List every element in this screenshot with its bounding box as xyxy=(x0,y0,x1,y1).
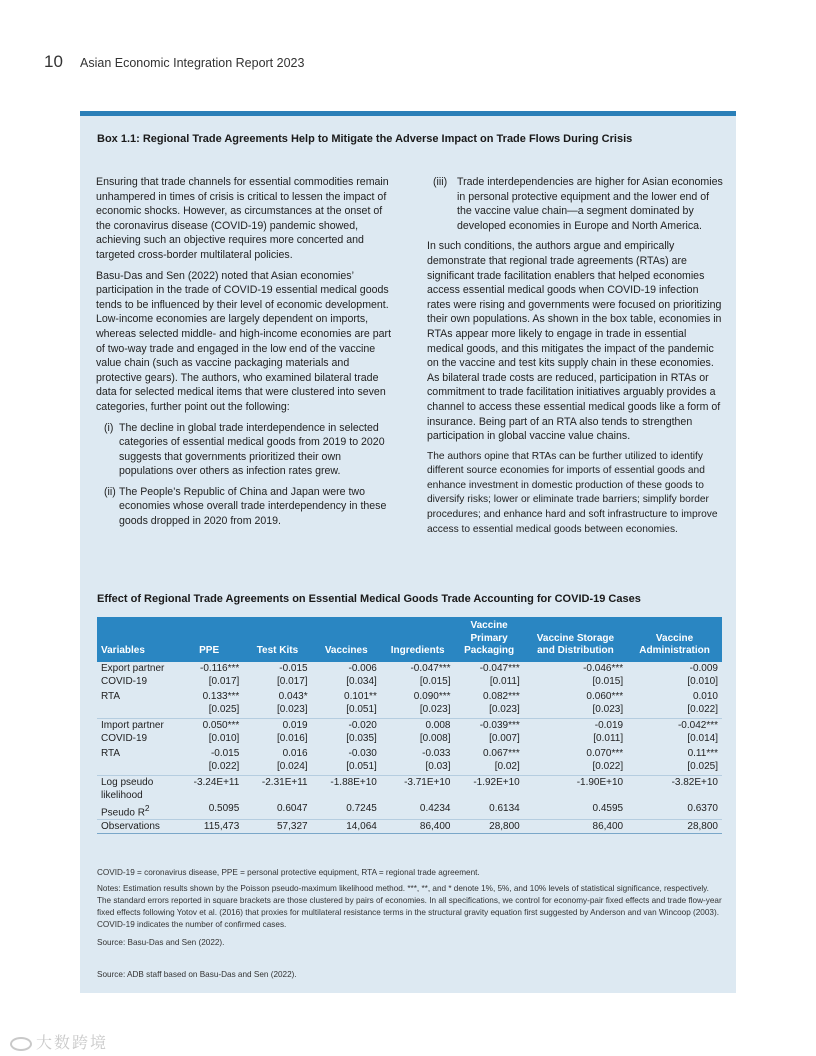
row-label: Export partner COVID-19 xyxy=(101,662,165,687)
table-cell: -0.046*** xyxy=(583,662,624,674)
table-cell: [0.015] xyxy=(592,675,624,687)
table-cell: 0.6370 xyxy=(687,802,718,814)
list-text: The People’s Republic of China and Japan were two economies whose overall trade interdependency in these goods dropped in 2020 from 2019. xyxy=(119,485,387,528)
table-cell: 0.050*** xyxy=(175,718,243,732)
table-cell: -3.24E+11 xyxy=(175,775,243,802)
table-cell: -0.047*** xyxy=(479,662,520,674)
table-cell: 86,400 xyxy=(524,819,627,833)
paragraph: In such conditions, the authors argue and empirically demonstrate that regional trade agreements (RTAs) are significant trade facilitation enablers that helped economies access essential medical goods when COVID-19 infection rates were rising and governments were focused on prioritizing their own populations. As shown in the box table, economies in RTAs appear more likely to engage in trade in essential medical goods, and this mitigates the impact of the pandemic on the vaccine and test kits supply chain in these economies. As bilateral trade costs are reduced, participation in RTAs or commitment to trade facilitation initiatives arguably provides a channel to access these essential medical goods like a form of insurance. Being part of an RTA also tends to strengthen participation in global vaccine value chains. xyxy=(427,240,722,443)
table-cell: -0.006 xyxy=(348,662,377,674)
table-cell: -0.039*** xyxy=(455,718,524,732)
table-row xyxy=(97,675,722,690)
table-row xyxy=(97,819,722,833)
table-cell: 0.090*** xyxy=(413,690,451,702)
table-cell: 0.133*** xyxy=(202,690,240,702)
table-row xyxy=(97,703,722,719)
col-header-test-kits: Test Kits xyxy=(243,617,311,662)
table-row xyxy=(97,802,722,820)
col-header-vaccine-storage: Vaccine Storage and Distribution xyxy=(524,617,627,662)
table-row xyxy=(97,732,722,747)
table-cell: 0.067*** xyxy=(483,747,520,759)
col-header-ppe: PPE xyxy=(175,617,243,662)
running-title: Asian Economic Integration Report 2023 xyxy=(80,56,305,70)
watermark: 大数跨境 xyxy=(10,1030,108,1053)
table-cell: -0.015 xyxy=(279,662,308,674)
list-item xyxy=(96,485,392,529)
table-row xyxy=(97,760,722,776)
results-table xyxy=(97,617,722,834)
table-cell: 0.6047 xyxy=(277,802,308,814)
table-cell: [0.022] xyxy=(208,760,240,772)
row-label: RTA xyxy=(101,747,121,759)
table-cell: [0.024] xyxy=(277,760,308,772)
table-cell: [0.051] xyxy=(346,760,377,772)
col-header-vaccine-administration: Vaccine Administration xyxy=(627,617,722,662)
table-cell: -0.047*** xyxy=(410,662,451,674)
table-cell: -0.033 xyxy=(422,747,451,759)
table-title: Effect of Regional Trade Agreements on Essential Medical Goods Trade Accounting for COVID-19 Cases xyxy=(97,593,641,605)
paragraph: The authors opine that RTAs can be further utilized to identify different source economies for imports of essential goods and enhance investment in domestic production of these goods to diversify risks; lower or eliminate trade barriers; simplify border procedures; and enhance hard and soft infrastructure to improve access to essential medical goods between economies. xyxy=(427,450,718,535)
table-notes: Notes: Estimation results shown by the Poisson pseudo-maximum likelihood method. ***, **, and * denote 1%, 5%, and 10% levels of statistical significance, respectively. The standard errors reported in square brackets are those clustered by pairs of economies. In all specifications, we control for economy-pair fixed effects and trade flow-year fixed effects following Yotov et al. (2016) that proxies for multilateral resistance terms in the structural gravity equation first suggested by Anderson and van Wincoop (2003). COVID-19 indicates the number of confirmed cases. xyxy=(97,884,722,929)
table-row xyxy=(97,747,722,760)
list-marker: (ii) xyxy=(104,485,116,498)
table-cell: 0.101** xyxy=(344,690,377,702)
table-cell: -1.88E+10 xyxy=(312,775,381,802)
table-source: Source: Basu-Das and Sen (2022). xyxy=(97,938,225,947)
table-cell: 0.019 xyxy=(243,718,311,732)
page-number: 10 xyxy=(44,52,63,71)
list-marker: (i) xyxy=(104,421,114,434)
table-row xyxy=(97,690,722,703)
table-cell: -0.042*** xyxy=(627,718,722,732)
table-cell: 0.070*** xyxy=(586,747,624,759)
table-cell: [0.035] xyxy=(346,732,377,744)
list-item xyxy=(427,175,723,233)
table-cell: 0.010 xyxy=(692,690,718,702)
table-cell: [0.010] xyxy=(208,732,240,744)
box-source: Source: ADB staff based on Basu-Das and Sen (2022). xyxy=(97,970,297,979)
list-text: The decline in global trade interdependence in selected categories of essential medical goods from 2019 to 2020 suggests that governments prioritized their own populations over others as infection rates grew. xyxy=(119,421,385,478)
row-label: Log pseudo likelihood xyxy=(97,775,175,802)
table-cell: [0.022] xyxy=(592,760,624,772)
table-cell: -0.030 xyxy=(348,747,377,759)
table-cell: 0.043* xyxy=(278,690,308,702)
table-cell: 86,400 xyxy=(381,819,455,833)
table-cell: [0.025] xyxy=(687,760,718,772)
table-cell: 0.060*** xyxy=(586,690,624,702)
table-cell: -0.116*** xyxy=(200,662,240,674)
row-label: Import partner COVID-19 xyxy=(97,718,175,747)
list-item xyxy=(96,421,392,479)
box-top-rule xyxy=(80,111,736,116)
table-cell: [0.025] xyxy=(208,703,240,715)
table-cell: 0.7245 xyxy=(346,802,377,814)
table-cell: -0.009 xyxy=(689,662,718,674)
table-cell: 0.11*** xyxy=(687,747,718,759)
table-cell: -0.015 xyxy=(210,747,240,759)
col-header-variables: Variables xyxy=(97,617,175,662)
table-cell: 0.082*** xyxy=(483,690,520,702)
table-cell: [0.011] xyxy=(593,732,624,744)
table-cell: [0.023] xyxy=(277,703,308,715)
table-cell: 57,327 xyxy=(243,819,311,833)
table-cell: -3.82E+10 xyxy=(627,775,722,802)
row-label: RTA xyxy=(101,690,121,702)
list-text: Trade interdependencies are higher for Asian economies in personal protective equipment and the lower end of the vaccine value chain—a segment dominated by developed economies in Europe and North America. xyxy=(457,176,723,232)
table-cell: [0.034] xyxy=(346,675,377,687)
paragraph: Basu-Das and Sen (2022) noted that Asian economies’ participation in the trade of COVID-19 essential medical goods tends to be influenced by their level of economic development. Low-income economies are largely dependent on imports, whereas selected middle- and high-income economies are part of two-way trade and engaged in the low end of the vaccine value chain (such as vaccine packaging materials and protective gears). The authors, who examined bilateral trade data for selected medical items that were clustered into seven categories, further point out the following: xyxy=(96,269,392,413)
table-cell: [0.017] xyxy=(208,675,240,687)
table-cell: [0.015] xyxy=(419,675,451,687)
table-cell: [0.014] xyxy=(687,732,718,744)
box-left-column xyxy=(96,175,392,535)
table-cell: 0.5095 xyxy=(208,802,240,814)
table-cell: -0.020 xyxy=(312,718,381,732)
table-row xyxy=(97,718,722,732)
table-cell: [0.051] xyxy=(346,703,377,715)
col-header-vaccines: Vaccines xyxy=(312,617,381,662)
table-abbreviations: COVID-19 = coronavirus disease, PPE = personal protective equipment, RTA = regional trade agreement. xyxy=(97,868,480,877)
table-cell: [0.022] xyxy=(687,703,718,715)
table-cell: [0.017] xyxy=(277,675,308,687)
table-cell: 28,800 xyxy=(627,819,722,833)
table-row xyxy=(97,775,722,802)
table-cell: -3.71E+10 xyxy=(381,775,455,802)
list-marker: (iii) xyxy=(433,176,448,188)
row-label: Pseudo $R^2$ xyxy=(101,802,150,818)
table-cell: 0.008 xyxy=(381,718,455,732)
watermark-logo-icon xyxy=(10,1037,32,1051)
box-1-1 xyxy=(80,111,736,993)
table-cell: [0.023] xyxy=(489,703,520,715)
table-cell: 0.016 xyxy=(282,747,308,759)
table-cell: -1.90E+10 xyxy=(524,775,627,802)
row-label: Observations xyxy=(97,819,175,833)
table-cell: 14,064 xyxy=(312,819,381,833)
box-right-column xyxy=(427,175,723,543)
table-cell: [0.011] xyxy=(489,675,520,687)
table-cell: [0.023] xyxy=(419,703,451,715)
col-header-vaccine-primary-packaging: Vaccine Primary Packaging xyxy=(455,617,524,662)
table-cell: [0.03] xyxy=(425,760,451,772)
table-cell: -1.92E+10 xyxy=(455,775,524,802)
table-cell: [0.02] xyxy=(494,760,520,772)
table-row xyxy=(97,662,722,675)
table-cell: [0.007] xyxy=(489,732,520,744)
table-cell: 0.4234 xyxy=(419,802,451,814)
table-cell: [0.023] xyxy=(592,703,624,715)
table-cell: -2.31E+11 xyxy=(243,775,311,802)
table-cell: 0.6134 xyxy=(489,802,520,814)
table-cell: -0.019 xyxy=(524,718,627,732)
table-cell: 28,800 xyxy=(455,819,524,833)
table-cell: [0.016] xyxy=(277,732,308,744)
table-header-row xyxy=(97,617,722,662)
box-title: Box 1.1: Regional Trade Agreements Help to Mitigate the Adverse Impact on Trade Flows During Crisis xyxy=(97,133,633,145)
table-cell: [0.008] xyxy=(419,732,451,744)
table-cell: 0.4595 xyxy=(592,802,624,814)
table-cell: [0.010] xyxy=(687,675,718,687)
table-cell: 115,473 xyxy=(175,819,243,833)
col-header-ingredients: Ingredients xyxy=(381,617,455,662)
paragraph: Ensuring that trade channels for essential commodities remain unhampered in times of crisis is critical to lessen the impact of economic shocks. However, as circumstances at the onset of the coronavirus disease (COVID-19) pandemic showed, achieving such an objective requires more concerted and targeted cross-border multilateral policies. xyxy=(96,176,389,261)
